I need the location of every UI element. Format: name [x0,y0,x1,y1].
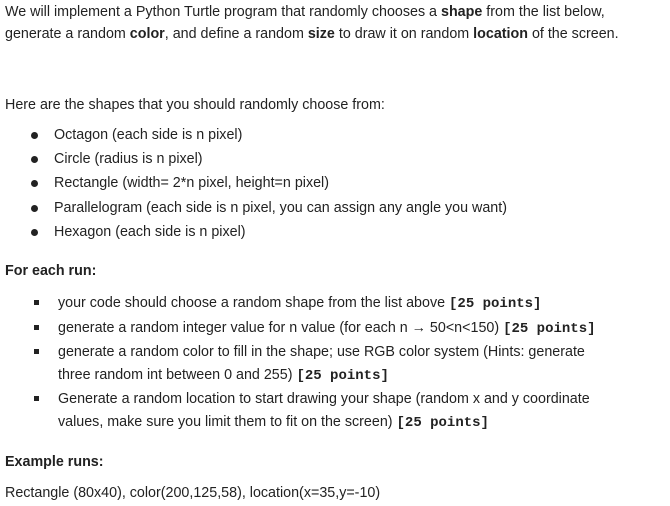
square-bullet-icon [34,349,39,354]
shape-label: Parallelogram (each side is n pixel, you can assign any angle you want) [54,199,507,216]
list-item [5,292,665,316]
bullet-icon [31,132,38,139]
shape-label: Octagon (each side is n pixel) [54,127,243,143]
intro-bold-location: location [473,26,528,42]
shape-label: Rectangle (width= 2*n pixel, height=n pixel) [54,175,329,192]
points-label: [25 points] [296,367,389,384]
example-runs-heading: Example runs: [5,454,104,470]
intro-paragraph [5,1,655,45]
intro-text-3: , and define a random [164,26,308,42]
shape-label: Circle (radius is n pixel) [54,151,203,168]
square-bullet-icon [34,325,39,330]
run-requirements-list [5,292,665,435]
requirement-text: Generate a random location to start drawing your shape (random x and y coordinate values, make sure you limit them to fit on the screen) [58,391,590,430]
list-item [5,197,507,221]
shape-label: Hexagon (each side is n pixel) [54,223,246,240]
list-item [5,124,507,148]
bullet-icon [31,156,38,163]
intro-bold-color: color [129,26,165,42]
intro-text-5: of the screen. [527,26,619,42]
list-item [5,148,507,172]
requirement-text: your code should choose a random shape from the list above [58,295,450,311]
example-run-text: Rectangle (80x40), color(200,125,58), location(x=35,y=-10) [5,485,381,501]
points-label: [25 points] [449,296,542,312]
points-label: [25 points] [396,414,489,431]
list-item [5,388,638,434]
list-item [5,172,507,196]
requirement-text: generate a random color to fill in the shape; use RGB color system (Hints: generate three random int between 0 and 255) [58,344,585,383]
for-each-run-heading: For each run: [5,263,97,279]
bullet-icon [31,229,38,236]
intro-text-1: We will implement a Python Turtle program that randomly chooses a [5,4,441,20]
list-item [5,341,618,387]
list-item [5,221,507,245]
shapes-intro: Here are the shapes that you should randomly choose from: [5,97,385,113]
shapes-list [5,124,507,245]
points-label: [25 points] [503,320,596,337]
square-bullet-icon [34,396,39,401]
requirement-text: generate a random integer value for n value (for each n → 50<n<150) [58,319,504,336]
bullet-icon [31,205,38,212]
bullet-icon [31,180,38,187]
list-item [5,317,665,341]
intro-bold-shape: shape [441,4,483,20]
intro-text-2: from the list below, generate a random [5,4,605,42]
intro-bold-size: size [307,26,335,42]
square-bullet-icon [34,300,39,305]
intro-text-4: to draw it on random [334,26,474,42]
